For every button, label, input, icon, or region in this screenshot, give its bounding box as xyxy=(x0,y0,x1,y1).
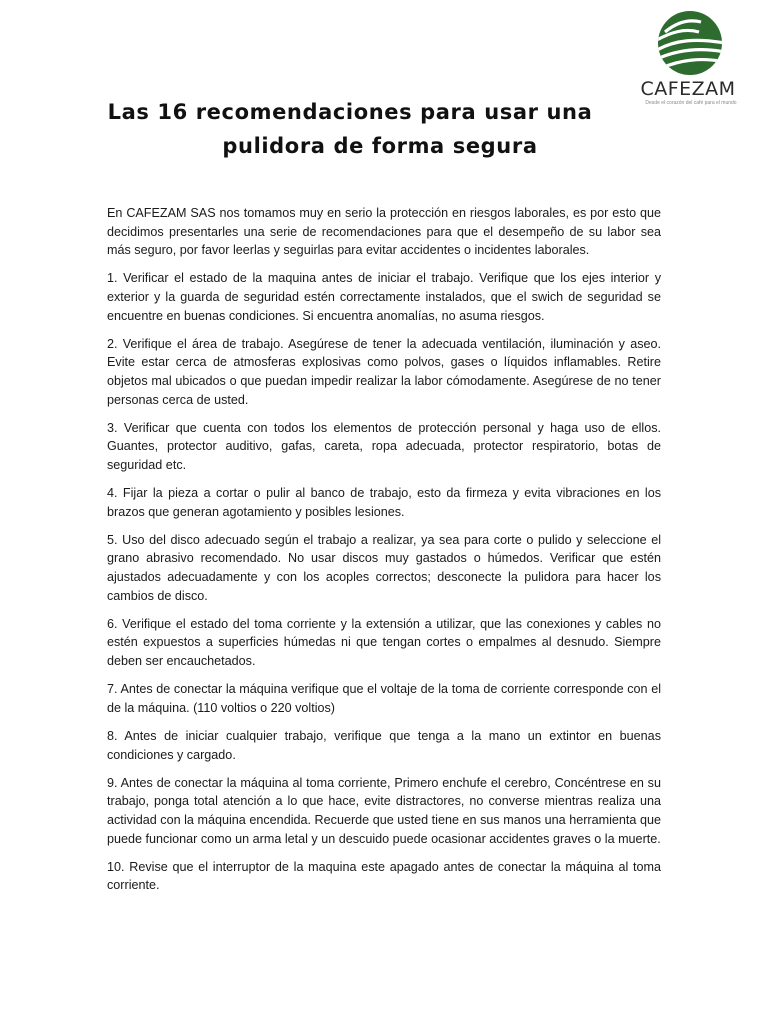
recommendation-3: 3. Verificar que cuenta con todos los elementos de protección personal y haga uso de ellos. Guantes, protector auditivo, gafas, careta, ropa adecuada, protector respiratorio, botas de seguridad etc. xyxy=(107,420,661,472)
logo-name: CAFEZAM xyxy=(640,78,736,100)
intro-paragraph: En CAFEZAM SAS nos tomamos muy en serio la protección en riesgos laborales, es por esto que decidimos presentarles una serie de recomendaciones para que el desempeño de su labor sea más seguro, por favor leerlas y seguirlas para evitar accidentes o incidentes laborales. xyxy=(107,206,661,258)
recommendation-9: 9. Antes de conectar la máquina al toma corriente, Primero enchufe el cerebro, Concéntrese en su trabajo, ponga total atención a lo que hace, evite distractores, no converse mientras realiza una actividad con la máquina encendida. Recuerde que usted tiene en sus manos una herramienta que puede funcionar como un arma letal y un descuido puede ocasionar accidentes graves o la muerte. xyxy=(107,775,661,846)
coffee-leaf-icon xyxy=(655,10,725,76)
document-body xyxy=(107,204,661,905)
recommendation-10: 10. Revise que el interruptor de la maquina este apagado antes de conectar la máquina al toma corriente. xyxy=(107,859,661,893)
title-line-2: pulidora de forma segura xyxy=(222,134,538,158)
title-line-1: Las 16 recomendaciones para usar una xyxy=(107,100,593,124)
cafezam-logo xyxy=(640,8,746,108)
page-title xyxy=(100,95,660,163)
recommendation-8: 8. Antes de iniciar cualquier trabajo, verifique que tenga a la mano un extintor en buenas condiciones y cargado. xyxy=(107,729,661,762)
recommendation-2: 2. Verifique el área de trabajo. Asegúrese de tener la adecuada ventilación, iluminación y aseo. Evite estar cerca de atmosferas explosivas como polvos, gases o líquidos inflamables. Retire objetos mal ubicados o que puedan impedir realizar la labor cómodamente. Asegúrese de no tener personas cerca de usted. xyxy=(107,336,661,407)
recommendation-4: 4. Fijar la pieza a cortar o pulir al banco de trabajo, esto da firmeza y evita vibraciones en los brazos que generan agotamiento y posibles lesiones. xyxy=(107,486,661,519)
recommendation-5: 5. Uso del disco adecuado según el trabajo a realizar, ya sea para corte o pulido y seleccione el grano abrasivo recomendado. No usar discos muy gastados o húmedos. Verificar que estén ajustados adecuadamente y con los acoples correctos; desconecte la pulidora para hacer los cambios de disco. xyxy=(107,532,661,603)
recommendation-6: 6. Verifique el estado del toma corriente y la extensión a utilizar, que las conexiones y cables no estén expuestos a superficies húmedas ni que tengan cortes o empalmes al desnudo. Siempre deben ser encauchetados. xyxy=(107,616,661,669)
logo-tagline: Desde el corazón del café para el mundo xyxy=(645,100,737,106)
recommendation-1: 1. Verificar el estado de la maquina antes de iniciar el trabajo. Verifique que los ejes interior y exterior y la guarda de seguridad estén correctamente instalados, que el swich de seguridad se encuentre en buenas condiciones. Si encuentra anomalías, no asuma riesgos. xyxy=(107,271,661,323)
recommendation-7: 7. Antes de conectar la máquina verifique que el voltaje de la toma de corriente corresponde con el de la máquina. (110 voltios o 220 voltios) xyxy=(107,682,661,715)
